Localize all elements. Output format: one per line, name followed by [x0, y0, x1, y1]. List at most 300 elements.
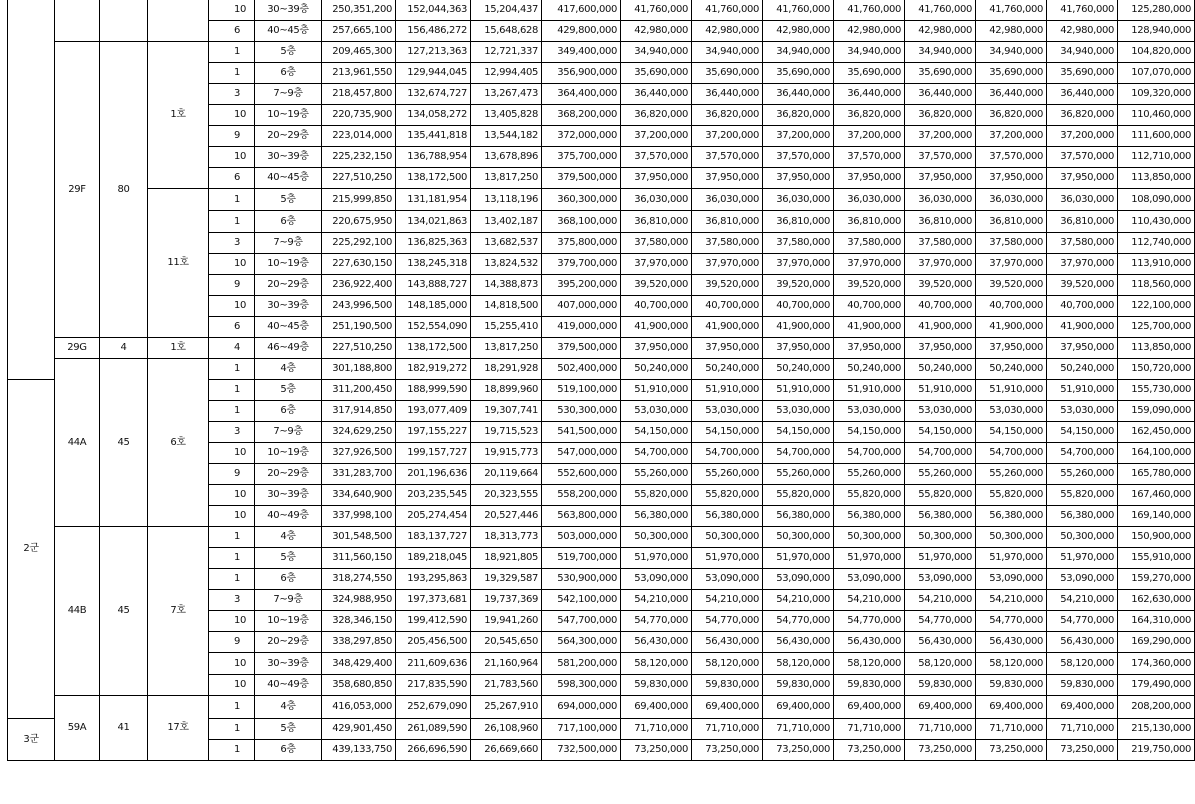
price-cell: 51,970,000: [905, 548, 976, 569]
unit-count-cell: 6: [209, 317, 255, 338]
price-cell: 59,830,000: [763, 675, 834, 696]
price-cell: 58,120,000: [834, 653, 905, 675]
price-cell: 41,760,000: [905, 0, 976, 21]
price-cell: 36,810,000: [692, 211, 763, 233]
price-cell: 71,710,000: [763, 719, 834, 740]
unit-count-cell: 3: [209, 590, 255, 611]
price-cell: 131,181,954: [396, 189, 471, 211]
price-cell: 54,150,000: [763, 422, 834, 443]
price-cell: 20,527,446: [471, 506, 542, 527]
household-count-cell: 45: [100, 527, 148, 696]
price-cell: 110,460,000: [1118, 105, 1195, 126]
price-cell: 37,970,000: [692, 254, 763, 275]
price-cell: 54,150,000: [905, 422, 976, 443]
price-cell: 69,400,000: [621, 696, 692, 719]
floor-cell: 7~9층: [255, 233, 322, 254]
unit-count-cell: 9: [209, 126, 255, 147]
price-cell: 51,970,000: [976, 548, 1047, 569]
floor-cell: 30~39층: [255, 653, 322, 675]
price-cell: 134,058,272: [396, 105, 471, 126]
price-cell: 225,292,100: [322, 233, 396, 254]
price-cell: 34,940,000: [621, 42, 692, 63]
price-cell: 69,400,000: [976, 696, 1047, 719]
price-cell: 37,950,000: [763, 168, 834, 189]
price-cell: 56,430,000: [763, 632, 834, 653]
price-table: [7, 0, 1195, 761]
group-cell: 2군: [8, 380, 55, 719]
price-cell: 113,850,000: [1118, 338, 1195, 359]
price-cell: 50,300,000: [976, 527, 1047, 548]
price-cell: 317,914,850: [322, 401, 396, 422]
unit-count-cell: 10: [209, 147, 255, 168]
price-cell: 36,820,000: [976, 105, 1047, 126]
price-cell: 54,770,000: [692, 611, 763, 632]
price-cell: 41,760,000: [692, 0, 763, 21]
price-cell: 59,830,000: [905, 675, 976, 696]
price-cell: 55,260,000: [692, 464, 763, 485]
price-cell: 73,250,000: [1047, 740, 1118, 761]
price-cell: 20,545,650: [471, 632, 542, 653]
unit-count-cell: 10: [209, 296, 255, 317]
price-cell: 36,820,000: [692, 105, 763, 126]
price-cell: 56,380,000: [976, 506, 1047, 527]
price-cell: 54,150,000: [1047, 422, 1118, 443]
floor-cell: 20~29층: [255, 632, 322, 653]
price-cell: 54,150,000: [834, 422, 905, 443]
price-cell: 318,274,550: [322, 569, 396, 590]
floor-cell: 7~9층: [255, 84, 322, 105]
price-cell: 13,118,196: [471, 189, 542, 211]
price-cell: 40,700,000: [834, 296, 905, 317]
price-cell: 211,609,636: [396, 653, 471, 675]
price-cell: 223,014,000: [322, 126, 396, 147]
price-cell: 34,940,000: [905, 42, 976, 63]
price-cell: 36,030,000: [621, 189, 692, 211]
price-cell: 41,900,000: [692, 317, 763, 338]
price-cell: 37,570,000: [763, 147, 834, 168]
floor-cell: 5층: [255, 719, 322, 740]
price-cell: 35,690,000: [834, 63, 905, 84]
price-cell: 301,188,800: [322, 359, 396, 380]
table-row: [8, 696, 1195, 719]
price-cell: 542,100,000: [542, 590, 621, 611]
price-cell: 338,297,850: [322, 632, 396, 653]
price-cell: 122,100,000: [1118, 296, 1195, 317]
price-cell: 331,283,700: [322, 464, 396, 485]
price-cell: 112,740,000: [1118, 233, 1195, 254]
price-cell: 558,200,000: [542, 485, 621, 506]
price-cell: 13,824,532: [471, 254, 542, 275]
price-cell: 41,900,000: [905, 317, 976, 338]
table-row: [8, 338, 1195, 359]
price-cell: 54,700,000: [976, 443, 1047, 464]
price-cell: 203,235,545: [396, 485, 471, 506]
price-cell: 159,270,000: [1118, 569, 1195, 590]
floor-cell: 6층: [255, 740, 322, 761]
price-cell: 164,100,000: [1118, 443, 1195, 464]
price-cell: 564,300,000: [542, 632, 621, 653]
unit-count-cell: 1: [209, 696, 255, 719]
price-cell: 54,770,000: [763, 611, 834, 632]
price-cell: 220,675,950: [322, 211, 396, 233]
price-cell: 59,830,000: [1047, 675, 1118, 696]
price-cell: 37,950,000: [621, 338, 692, 359]
price-cell: 54,150,000: [692, 422, 763, 443]
price-cell: 13,402,187: [471, 211, 542, 233]
price-cell: 56,380,000: [763, 506, 834, 527]
price-cell: 56,430,000: [692, 632, 763, 653]
price-cell: 59,830,000: [621, 675, 692, 696]
unit-count-cell: 1: [209, 359, 255, 380]
price-cell: 547,000,000: [542, 443, 621, 464]
price-cell: 42,980,000: [1047, 21, 1118, 42]
price-cell: 37,970,000: [976, 254, 1047, 275]
price-cell: 37,200,000: [1047, 126, 1118, 147]
price-cell: 37,580,000: [905, 233, 976, 254]
price-cell: 162,630,000: [1118, 590, 1195, 611]
price-cell: 215,130,000: [1118, 719, 1195, 740]
unit-count-cell: 10: [209, 254, 255, 275]
price-cell: 50,300,000: [763, 527, 834, 548]
price-cell: 59,830,000: [976, 675, 1047, 696]
price-cell: 129,944,045: [396, 63, 471, 84]
price-cell: 41,760,000: [763, 0, 834, 21]
price-cell: 110,430,000: [1118, 211, 1195, 233]
price-cell: 209,465,300: [322, 42, 396, 63]
price-cell: 20,323,555: [471, 485, 542, 506]
price-cell: 37,200,000: [621, 126, 692, 147]
price-cell: 50,300,000: [834, 527, 905, 548]
price-cell: 39,520,000: [976, 275, 1047, 296]
floor-cell: 5층: [255, 189, 322, 211]
floor-cell: 40~49층: [255, 675, 322, 696]
price-cell: 15,204,437: [471, 0, 542, 21]
price-cell: 251,190,500: [322, 317, 396, 338]
price-cell: 12,721,337: [471, 42, 542, 63]
price-cell: 236,922,400: [322, 275, 396, 296]
price-cell: 13,544,182: [471, 126, 542, 147]
price-cell: 125,700,000: [1118, 317, 1195, 338]
table-row: [8, 42, 1195, 63]
price-cell: 58,120,000: [621, 653, 692, 675]
price-cell: 58,120,000: [1047, 653, 1118, 675]
price-cell: 56,380,000: [621, 506, 692, 527]
price-cell: 35,690,000: [976, 63, 1047, 84]
price-cell: 19,307,741: [471, 401, 542, 422]
price-cell: 55,820,000: [905, 485, 976, 506]
price-cell: 71,710,000: [692, 719, 763, 740]
price-cell: 311,200,450: [322, 380, 396, 401]
price-cell: 59,830,000: [834, 675, 905, 696]
price-cell: 54,700,000: [834, 443, 905, 464]
price-cell: 51,910,000: [1047, 380, 1118, 401]
price-cell: 56,430,000: [621, 632, 692, 653]
price-cell: 112,710,000: [1118, 147, 1195, 168]
price-cell: 19,737,369: [471, 590, 542, 611]
price-cell: 36,440,000: [834, 84, 905, 105]
price-cell: 54,150,000: [621, 422, 692, 443]
price-cell: 37,580,000: [834, 233, 905, 254]
price-cell: 368,200,000: [542, 105, 621, 126]
price-cell: 26,669,660: [471, 740, 542, 761]
price-cell: 55,820,000: [763, 485, 834, 506]
housing-type-cell: [55, 0, 100, 42]
price-cell: 150,900,000: [1118, 527, 1195, 548]
unit-count-cell: 10: [209, 506, 255, 527]
price-cell: 51,970,000: [621, 548, 692, 569]
price-cell: 55,820,000: [692, 485, 763, 506]
floor-cell: 10~19층: [255, 105, 322, 126]
unit-count-cell: 3: [209, 422, 255, 443]
floor-cell: 4층: [255, 359, 322, 380]
unit-count-cell: 10: [209, 443, 255, 464]
price-cell: 35,690,000: [692, 63, 763, 84]
price-cell: 56,380,000: [834, 506, 905, 527]
table-row: [8, 527, 1195, 548]
unit-line-cell: 1호: [148, 338, 209, 359]
price-cell: 37,200,000: [763, 126, 834, 147]
price-cell: 324,629,250: [322, 422, 396, 443]
price-cell: 50,240,000: [692, 359, 763, 380]
floor-cell: 6층: [255, 211, 322, 233]
price-cell: 54,700,000: [621, 443, 692, 464]
price-cell: 36,440,000: [621, 84, 692, 105]
price-cell: 37,950,000: [763, 338, 834, 359]
price-cell: 42,980,000: [834, 21, 905, 42]
price-cell: 34,940,000: [763, 42, 834, 63]
price-cell: 54,210,000: [834, 590, 905, 611]
unit-count-cell: 6: [209, 21, 255, 42]
price-cell: 37,950,000: [621, 168, 692, 189]
price-cell: 71,710,000: [834, 719, 905, 740]
price-cell: 73,250,000: [692, 740, 763, 761]
group-cell: [8, 0, 55, 380]
price-cell: 37,970,000: [834, 254, 905, 275]
price-cell: 41,900,000: [834, 317, 905, 338]
price-cell: 53,030,000: [1047, 401, 1118, 422]
floor-cell: 30~39층: [255, 485, 322, 506]
price-cell: 51,970,000: [692, 548, 763, 569]
price-cell: 71,710,000: [905, 719, 976, 740]
price-cell: 14,388,873: [471, 275, 542, 296]
price-cell: 197,155,227: [396, 422, 471, 443]
price-cell: 155,910,000: [1118, 548, 1195, 569]
price-cell: 125,280,000: [1118, 0, 1195, 21]
price-cell: 358,680,850: [322, 675, 396, 696]
price-cell: 104,820,000: [1118, 42, 1195, 63]
price-cell: 26,108,960: [471, 719, 542, 740]
price-cell: 143,888,727: [396, 275, 471, 296]
price-cell: 40,700,000: [763, 296, 834, 317]
price-cell: 132,674,727: [396, 84, 471, 105]
price-cell: 348,429,400: [322, 653, 396, 675]
price-cell: 55,820,000: [1047, 485, 1118, 506]
price-cell: 37,570,000: [976, 147, 1047, 168]
floor-cell: 30~39층: [255, 147, 322, 168]
price-cell: 54,210,000: [976, 590, 1047, 611]
price-cell: 349,400,000: [542, 42, 621, 63]
price-cell: 227,630,150: [322, 254, 396, 275]
price-cell: 54,210,000: [905, 590, 976, 611]
price-cell: 227,510,250: [322, 168, 396, 189]
price-cell: 252,679,090: [396, 696, 471, 719]
price-cell: 159,090,000: [1118, 401, 1195, 422]
price-cell: 73,250,000: [621, 740, 692, 761]
unit-count-cell: 1: [209, 719, 255, 740]
floor-cell: 4층: [255, 696, 322, 719]
unit-count-cell: 10: [209, 611, 255, 632]
price-cell: 213,961,550: [322, 63, 396, 84]
price-cell: 50,240,000: [1047, 359, 1118, 380]
price-cell: 53,030,000: [763, 401, 834, 422]
price-cell: 439,133,750: [322, 740, 396, 761]
price-cell: 37,200,000: [905, 126, 976, 147]
unit-count-cell: 1: [209, 569, 255, 590]
price-cell: 73,250,000: [834, 740, 905, 761]
price-cell: 37,580,000: [763, 233, 834, 254]
floor-cell: 10~19층: [255, 254, 322, 275]
household-count-cell: 45: [100, 359, 148, 527]
unit-line-cell: 1호: [148, 42, 209, 189]
price-cell: 36,030,000: [763, 189, 834, 211]
price-cell: 36,810,000: [1047, 211, 1118, 233]
price-cell: 208,200,000: [1118, 696, 1195, 719]
price-cell: 266,696,590: [396, 740, 471, 761]
unit-count-cell: 10: [209, 0, 255, 21]
price-cell: 69,400,000: [834, 696, 905, 719]
price-cell: 13,267,473: [471, 84, 542, 105]
price-cell: 35,690,000: [905, 63, 976, 84]
price-cell: 53,090,000: [834, 569, 905, 590]
price-cell: 18,313,773: [471, 527, 542, 548]
price-cell: 36,820,000: [1047, 105, 1118, 126]
price-cell: 379,500,000: [542, 168, 621, 189]
price-cell: 379,500,000: [542, 338, 621, 359]
price-cell: 73,250,000: [763, 740, 834, 761]
price-cell: 519,700,000: [542, 548, 621, 569]
unit-count-cell: 1: [209, 740, 255, 761]
price-cell: 53,030,000: [905, 401, 976, 422]
price-cell: 128,940,000: [1118, 21, 1195, 42]
price-cell: 193,077,409: [396, 401, 471, 422]
housing-type-cell: 44B: [55, 527, 100, 696]
price-cell: 37,950,000: [976, 168, 1047, 189]
price-cell: 429,800,000: [542, 21, 621, 42]
price-cell: 530,300,000: [542, 401, 621, 422]
price-cell: 12,994,405: [471, 63, 542, 84]
price-cell: 39,520,000: [621, 275, 692, 296]
price-cell: 18,921,805: [471, 548, 542, 569]
price-cell: 53,090,000: [692, 569, 763, 590]
price-cell: 327,926,500: [322, 443, 396, 464]
unit-count-cell: 10: [209, 105, 255, 126]
price-cell: 50,240,000: [621, 359, 692, 380]
unit-count-cell: 1: [209, 42, 255, 63]
price-cell: 37,950,000: [834, 338, 905, 359]
price-cell: 21,160,964: [471, 653, 542, 675]
unit-line-cell: 6호: [148, 359, 209, 527]
price-cell: 39,520,000: [905, 275, 976, 296]
price-cell: 50,240,000: [763, 359, 834, 380]
price-cell: 53,090,000: [763, 569, 834, 590]
price-cell: 39,520,000: [692, 275, 763, 296]
price-cell: 39,520,000: [1047, 275, 1118, 296]
price-cell: 56,430,000: [834, 632, 905, 653]
price-cell: 58,120,000: [763, 653, 834, 675]
price-cell: 51,970,000: [1047, 548, 1118, 569]
price-cell: 37,570,000: [621, 147, 692, 168]
price-cell: 37,950,000: [905, 338, 976, 359]
price-cell: 419,000,000: [542, 317, 621, 338]
unit-count-cell: 1: [209, 548, 255, 569]
price-cell: 20,119,664: [471, 464, 542, 485]
price-cell: 42,980,000: [976, 21, 1047, 42]
price-cell: 36,810,000: [763, 211, 834, 233]
price-cell: 54,770,000: [834, 611, 905, 632]
price-cell: 59,830,000: [692, 675, 763, 696]
price-cell: 162,450,000: [1118, 422, 1195, 443]
price-cell: 41,900,000: [976, 317, 1047, 338]
price-cell: 13,405,828: [471, 105, 542, 126]
price-cell: 53,090,000: [905, 569, 976, 590]
price-cell: 364,400,000: [542, 84, 621, 105]
price-cell: 40,700,000: [1047, 296, 1118, 317]
price-cell: 36,810,000: [834, 211, 905, 233]
price-cell: 328,346,150: [322, 611, 396, 632]
housing-type-cell: 59A: [55, 696, 100, 761]
price-cell: 42,980,000: [692, 21, 763, 42]
price-cell: 51,910,000: [621, 380, 692, 401]
price-cell: 51,970,000: [763, 548, 834, 569]
price-cell: 19,715,523: [471, 422, 542, 443]
price-cell: 36,440,000: [905, 84, 976, 105]
price-cell: 107,070,000: [1118, 63, 1195, 84]
price-cell: 372,000,000: [542, 126, 621, 147]
price-cell: 301,548,500: [322, 527, 396, 548]
price-cell: 73,250,000: [905, 740, 976, 761]
price-cell: 41,760,000: [976, 0, 1047, 21]
price-cell: 39,520,000: [763, 275, 834, 296]
price-cell: 37,570,000: [1047, 147, 1118, 168]
price-cell: 41,900,000: [621, 317, 692, 338]
price-cell: 136,788,954: [396, 147, 471, 168]
price-cell: 227,510,250: [322, 338, 396, 359]
price-cell: 188,999,590: [396, 380, 471, 401]
price-cell: 40,700,000: [621, 296, 692, 317]
price-cell: 36,810,000: [621, 211, 692, 233]
price-cell: 109,320,000: [1118, 84, 1195, 105]
price-cell: 53,030,000: [692, 401, 763, 422]
price-cell: 37,970,000: [763, 254, 834, 275]
price-cell: 429,901,450: [322, 719, 396, 740]
price-cell: 148,185,000: [396, 296, 471, 317]
floor-cell: 5층: [255, 42, 322, 63]
price-cell: 152,044,363: [396, 0, 471, 21]
price-cell: 35,690,000: [621, 63, 692, 84]
price-cell: 37,950,000: [1047, 338, 1118, 359]
price-cell: 15,648,628: [471, 21, 542, 42]
price-cell: 113,910,000: [1118, 254, 1195, 275]
unit-count-cell: 4: [209, 338, 255, 359]
price-cell: 55,820,000: [621, 485, 692, 506]
price-cell: 56,380,000: [692, 506, 763, 527]
price-cell: 174,360,000: [1118, 653, 1195, 675]
price-cell: 127,213,363: [396, 42, 471, 63]
price-cell: 55,260,000: [763, 464, 834, 485]
price-cell: 138,172,500: [396, 338, 471, 359]
price-cell: 37,200,000: [692, 126, 763, 147]
floor-cell: 7~9층: [255, 590, 322, 611]
